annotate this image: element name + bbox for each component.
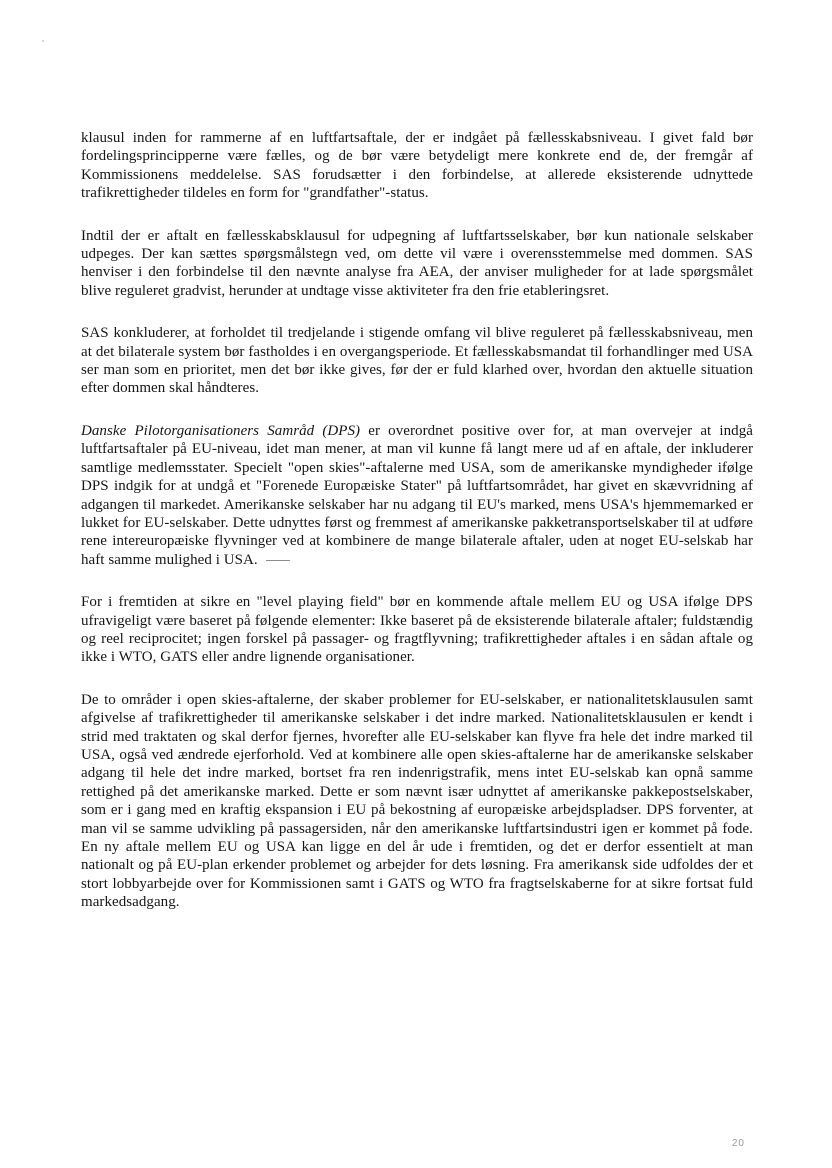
paragraph-text: SAS konkluderer, at forholdet til tredjelande i stigende omfang vil blive reguleret på fællesskabsniveau, men at det bilaterale system bør fastholdes i en overgangsperiode. Et fællesskabsmandat til forhandlinger med USA ser man som en prioritet, men det bør ikke gives, før der er fuld klarhed over, hvordan den aktuelle situation efter dommen skal håndteres. xyxy=(81,325,753,397)
paragraph-dps-intro xyxy=(81,422,753,569)
paragraph-sas-designation xyxy=(81,227,753,301)
paragraph-dps-level-playing-field xyxy=(81,593,753,667)
margin-dash xyxy=(266,560,290,561)
page-number: 20 xyxy=(731,1138,745,1149)
paragraph-text: er overordnet positive over for, at man overvejer at indgå luftfartsaftaler på EU-niveau, idet man mener, at man vil kunne få langt mere ud af en aftale, der inkluderer samtlige medlemsstater. Specielt "open skies"-aftalerne med USA, som de amerikanske myndigheder ifølge DPS indgik for at undgå et "Forenede Europæiske Stater" på luftfartsområdet, har givet en skævvridning af adgangen til markedet. Amerikanske selskaber har nu adgang til EU's marked, mens USA's hjemmemarked er lukket for EU-selskaber. Dette udnyttes først og fremmest af amerikanske pakketransportselskaber til at udføre rene intereuropæiske flyvninger ved at kombinere de mange bilaterale aftaler, uden at noget EU-selskab har haft samme mulighed i USA. xyxy=(81,422,753,568)
body-text xyxy=(81,129,753,936)
paragraph-text: Indtil der er aftalt en fællesskabsklausul for udpegning af luftfartsselskaber, bør kun nationale selskaber udpeges. Der kan sættes spørgsmålstegn ved, om dette vil være i overensstemmelse med dommen. SAS henviser i den forbindelse til den nævnte analyse fra AEA, der anviser muligheder for at lade spørgsmålet blive reguleret gradvist, herunder at undtage visse aktiviteter fra den frie etableringsret. xyxy=(81,227,753,299)
paragraph-text: For i fremtiden at sikre en "level playing field" bør en kommende aftale mellem EU og USA ifølge DPS ufravigeligt være baseret på følgende elementer: Ikke baseret på de eksisterende bilaterale aftaler; fuldstændig og reel reciprocitet; ingen forskel på passager- og fragtflyvning; trafikrettigheder aftales i en sådan aftale og ikke i WTO, GATS eller andre lignende organisationer. xyxy=(81,594,753,666)
paragraph-dps-open-skies xyxy=(81,691,753,912)
paragraph-text: klausul inden for rammerne af en luftfartsaftale, der er indgået på fællesskabsniveau. I givet fald bør fordelingsprincipperne være fælles, og de bør være betydeligt mere konkrete end de, der fremgår af Kommissionens meddelelse. SAS forudsætter i den forbindelse, at allerede eksisterende udnyttede trafikrettigheder tildeles en form for "grandfather"-status. xyxy=(81,130,753,202)
paragraph-text: De to områder i open skies-aftalerne, der skaber problemer for EU-selskaber, er nationalitetsklausulen samt afgivelse af trafikrettigheder til amerikanske selskaber i det indre marked. Nationalitetsklausulen er kendt i strid med traktaten og skal derfor fjernes, hvorefter alle EU-selskaber kan flyve fra hele det indre marked til USA, også ved ændrede ejerforhold. Ved at kombinere alle open skies-aftalerne har de amerikanske selskaber adgang til hele det indre marked, bortset fra ren indenrigstrafik, mens intet EU-selskab kan opnå samme rettighed på det amerikanske marked. Dette er som nævnt især udnyttet af amerikanske pakkepostselskaber, som er i gang med en kraftig ekspansion i EU på bekostning af europæiske arbejdspladser. DPS forventer, at man vil se samme udvikling på passagersiden, når den amerikanske luftfartsindustri igen er kommet på fode. En ny aftale mellem EU og USA kan ligge en del år ude i fremtiden, og det er derfor essentielt at man nationalt og på EU-plan erkender problemet og arbejder for dets løsning. Fra amerikansk side udfoldes der et stort lobbyarbejde over for Kommissionen samt i GATS og WTO fra fragtselskaberne for at sikre fortsat fuld markedsadgang. xyxy=(81,691,753,911)
organisation-name: Danske Pilotorganisationers Samråd (DPS) xyxy=(81,422,361,439)
paragraph-sas-grandfather xyxy=(81,129,753,203)
paragraph-sas-conclusion xyxy=(81,324,753,398)
scan-speck xyxy=(42,40,44,42)
